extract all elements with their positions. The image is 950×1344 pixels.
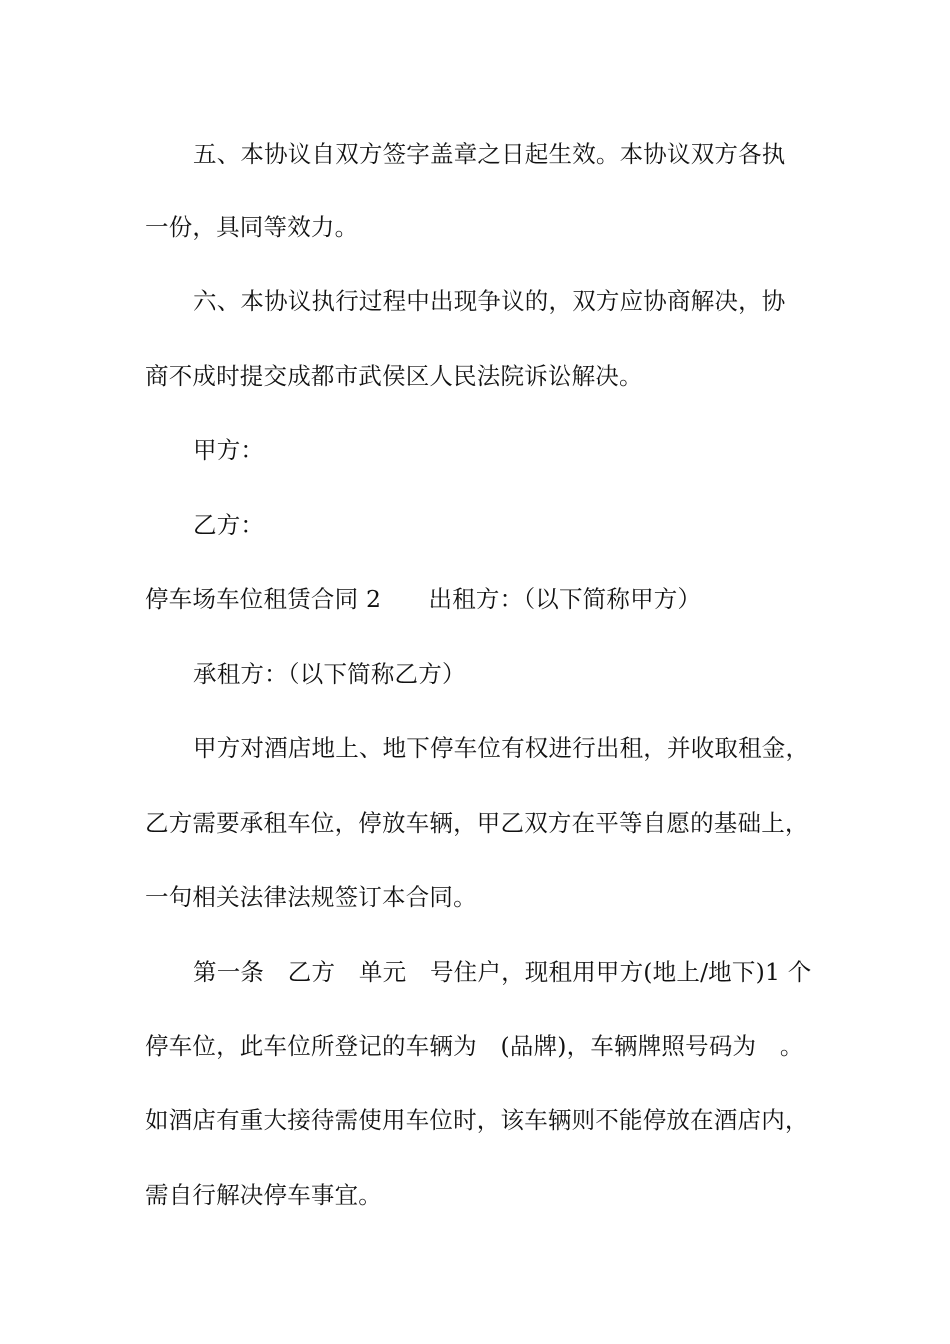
text-line: 五、本协议自双方签字盖章之日起生效。本协议双方各执 [193,140,786,168]
text-line: 乙方需要承租车位，停放车辆，甲乙双方在平等自愿的基础上， [145,809,809,837]
section-heading: 停车场车位租赁合同 2 出租方：（以下简称甲方） [145,585,702,613]
text-line: 承租方：（以下简称乙方） [193,660,466,688]
text-line: 商不成时提交成都市武侯区人民法院诉讼解决。 [145,362,643,390]
text-line: 六、本协议执行过程中出现争议的，双方应协商解决，协 [193,287,786,315]
text-line: 一句相关法律法规签订本合同。 [145,883,477,911]
text-line: 第一条 乙方 单元 号住户，现租用甲方(地上/地下)1 个 [193,958,812,986]
text-line: 需自行解决停车事宜。 [145,1181,382,1209]
text-line: 甲方对酒店地上、地下停车位有权进行出租，并收取租金， [193,734,810,762]
text-line: 停车位，此车位所登记的车辆为 (品牌)，车辆牌照号码为 。 [145,1032,804,1060]
text-line: 一份，具同等效力。 [145,213,359,241]
text-line: 如酒店有重大接待需使用车位时，该车辆则不能停放在酒店内， [145,1106,809,1134]
text-line: 乙方： [193,511,265,539]
text-line: 甲方： [193,436,265,464]
